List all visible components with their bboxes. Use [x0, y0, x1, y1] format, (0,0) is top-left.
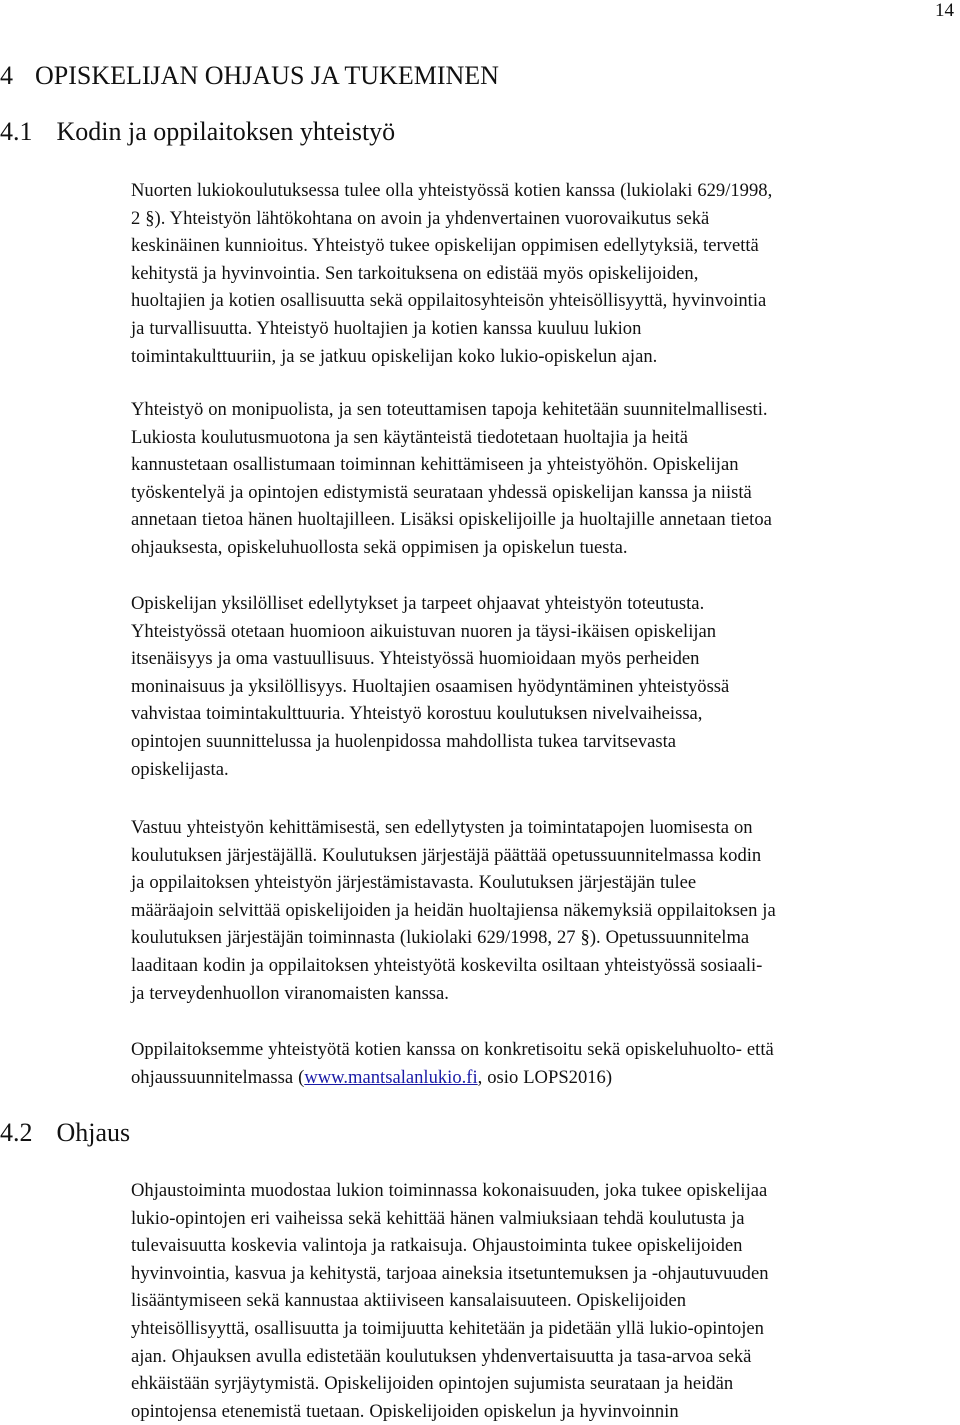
paragraph — [131, 590, 957, 783]
paragraph-line: ajan. Ohjauksen avulla edistetään koulutuksen yhdenvertaisuutta ja tasa-arvoa sekä — [131, 1345, 752, 1367]
paragraph — [131, 1177, 957, 1425]
paragraph-line: keskinäinen kunnioitus. Yhteistyö tukee opiskelijan oppimisen edellytyksiä, tervettä — [131, 235, 759, 257]
paragraph-line: ohjauksesta, opiskeluhuollosta sekä oppimisen ja opiskelun tuesta. — [131, 536, 628, 558]
paragraph-line: Oppilaitoksemme yhteistyötä kotien kanssa on konkretisoitu sekä opiskeluhuolto- että — [131, 1039, 774, 1060]
paragraph-line: koulutuksen järjestäjällä. Koulutuksen järjestäjä päättää opetussuunnitelmassa kodin — [131, 844, 762, 866]
school-website-link[interactable]: www.mantsalanlukio.fi — [304, 1066, 478, 1088]
paragraph-line: Yhteistyö on monipuolista, ja sen toteuttamisen tapoja kehitetään suunnitelmallisesti. — [131, 399, 768, 420]
section-title: Kodin ja oppilaitoksen yhteistyö — [56, 117, 396, 146]
paragraph-line: toimintakulttuuriin, ja se jatkuu opiskelijan koko lukio-opiskelun ajan. — [131, 345, 658, 367]
paragraph-line: hyvinvointia, kasvua ja kehitystä, tarjoaa aineksia itsetuntemuksen ja -ohjautuvuuden — [131, 1262, 769, 1284]
paragraph-line: Lukiosta koulutusmuotona ja sen käytänteistä tiedotetaan huoltajia ja heitä — [131, 426, 688, 448]
paragraph-line: vahvistaa toimintakulttuuria. Yhteistyö korostuu koulutuksen nivelvaiheissa, — [131, 703, 703, 725]
page-number: 14 — [935, 0, 954, 21]
paragraph-line: Yhteistyössä otetaan huomioon aikuistuvan nuoren ja täysi-ikäisen opiskelijan — [131, 620, 717, 642]
paragraph-line: Opiskelijan yksilölliset edellytykset ja tarpeet ohjaavat yhteistyön toteutusta. — [131, 593, 705, 614]
chapter-number: 4 — [0, 61, 13, 90]
paragraph-line: ehkäistään syrjäytymistä. Opiskelijoiden opintojen sujumista seurataan ja heidän — [131, 1373, 734, 1395]
paragraph-line: kannustetaan osallistumaan toiminnan kehittämiseen ja yhteistyöhön. Opiskelijan — [131, 454, 739, 476]
section-heading-4-1 — [0, 116, 395, 148]
paragraph-line: lisääntymiseen sekä kannustaa aktiiviseen kansalaisuuteen. Opiskelijoiden — [131, 1290, 687, 1312]
section-number: 4.1 — [0, 117, 33, 146]
chapter-heading — [0, 60, 499, 92]
section-title: Ohjaus — [56, 1118, 131, 1147]
text-span: ohjaussuunnitelmassa ( — [131, 1066, 305, 1088]
paragraph — [131, 814, 957, 1007]
paragraph-line: koulutuksen järjestäjän toiminnasta (lukiolaki 629/1998, 27 §). Opetussuunnitelma — [131, 927, 750, 949]
paragraph-line — [131, 1064, 957, 1092]
paragraph-line: lukio-opintojen eri vaiheissa sekä kehittää hänen valmiuksiaan tehdä koulutusta ja — [131, 1207, 745, 1229]
paragraph — [131, 396, 957, 562]
paragraph-line: ja oppilaitoksen yhteistyön järjestämistavasta. Koulutuksen järjestäjän tulee — [131, 872, 697, 894]
paragraph-line: annetaan tietoa hänen huoltajilleen. Lisäksi opiskelijoille ja huoltajille annetaan tietoa — [131, 509, 772, 531]
paragraph-line: 2 §). Yhteistyön lähtökohtana on avoin ja yhdenvertainen vuorovaikutus sekä — [131, 207, 710, 229]
paragraph-line: opintojensa etenemistä tuetaan. Opiskelijoiden opiskelun ja hyvinvoinnin — [131, 1400, 679, 1422]
section-heading-4-2 — [0, 1117, 130, 1149]
paragraph-line: opiskelijasta. — [131, 758, 229, 780]
paragraph-line: määräajoin selvittää opiskelijoiden ja heidän huoltajiensa näkemyksiä oppilaitoksen ja — [131, 899, 776, 921]
paragraph-line: Nuorten lukiokoulutuksessa tulee olla yhteistyössä kotien kanssa (lukiolaki 629/1998, — [131, 180, 773, 201]
paragraph-line: opintojen suunnittelussa ja huolenpidossa mahdollista tukea tarvitsevasta — [131, 730, 677, 752]
paragraph-line: ja turvallisuutta. Yhteistyö huoltajien ja kotien kanssa kuuluu lukion — [131, 317, 642, 339]
paragraph — [131, 1036, 957, 1091]
paragraph-line: työskentelyä ja opintojen edistymistä seurataan yhdessä opiskelijan kanssa ja niistä — [131, 481, 752, 503]
paragraph-line: kehitystä ja hyvinvointia. Sen tarkoituksena on edistää myös opiskelijoiden, — [131, 262, 699, 284]
paragraph-line: yhteisöllisyyttä, osallisuutta ja toimijuutta kehitetään ja pidetään yllä lukio-opintojen — [131, 1317, 764, 1339]
paragraph-line: moninaisuus ja yksilöllisyys. Huoltajien osaamisen hyödyntäminen yhteistyössä — [131, 675, 730, 697]
chapter-title: OPISKELIJAN OHJAUS JA TUKEMINEN — [35, 61, 499, 90]
paragraph-line: huoltajien ja kotien osallisuutta sekä oppilaitosyhteisön yhteisöllisyyttä, hyvinvointia — [131, 290, 767, 312]
paragraph-line: Vastuu yhteistyön kehittämisestä, sen edellytysten ja toimintatapojen luomisesta on — [131, 817, 753, 838]
section-number: 4.2 — [0, 1118, 33, 1147]
paragraph-line: tulevaisuutta koskevia valintoja ja ratkaisuja. Ohjaustoiminta tukee opiskelijoiden — [131, 1235, 743, 1257]
paragraph-line: laaditaan kodin ja oppilaitoksen yhteistyötä koskevilta osiltaan yhteistyössä sosiaali- — [131, 954, 763, 976]
paragraph-line: ja terveydenhuollon viranomaisten kanssa. — [131, 982, 449, 1004]
text-span: , osio LOPS2016) — [477, 1066, 613, 1088]
paragraph-line: Ohjaustoiminta muodostaa lukion toiminnassa kokonaisuuden, joka tukee opiskelijaa — [131, 1180, 768, 1201]
paragraph-line: itsenäisyys ja oma vastuullisuus. Yhteistyössä huomioidaan myös perheiden — [131, 648, 700, 670]
paragraph — [131, 177, 957, 370]
